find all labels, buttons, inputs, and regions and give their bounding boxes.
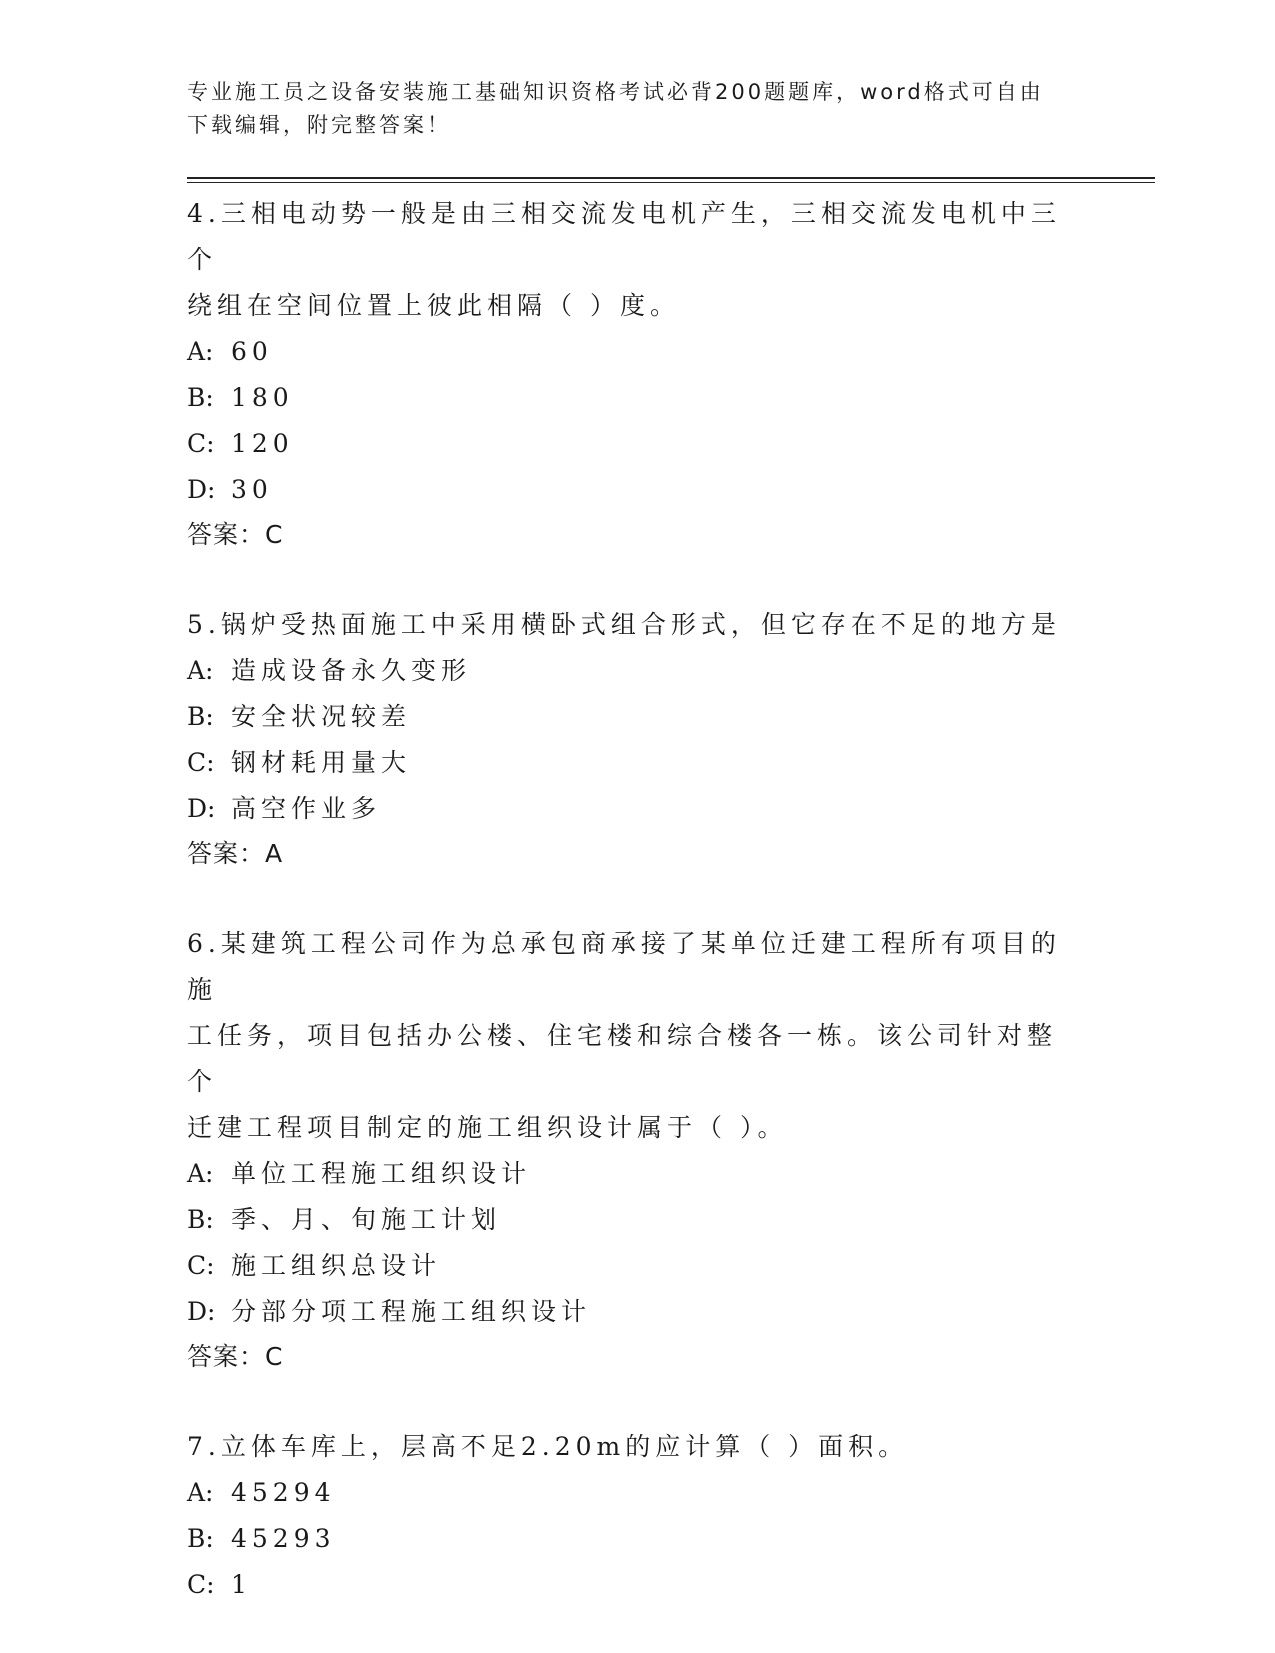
question-stem-line: 工任务，项目包括办公楼、住宅楼和综合楼各一栋。该公司针对整个 [187, 1021, 1058, 1096]
option-text: 分部分项工程施工组织设计 [231, 1297, 592, 1326]
option-letter: B: [187, 702, 214, 731]
answer-option [187, 329, 1067, 375]
answer-option [187, 1562, 1067, 1608]
option-text: 单位工程施工组织设计 [231, 1159, 532, 1188]
document-page [187, 0, 1155, 1650]
option-text: 钢材耗用量大 [231, 748, 412, 777]
answer-option [187, 786, 1067, 832]
option-text: 季、月、旬施工计划 [231, 1205, 502, 1234]
option-text: 120 [231, 429, 294, 458]
option-letter: C: [187, 429, 215, 458]
option-text: 45293 [231, 1524, 336, 1553]
answer-option [187, 1516, 1067, 1562]
option-letter: C: [187, 1251, 215, 1280]
option-text: 180 [231, 383, 294, 412]
question-block [187, 602, 1067, 876]
answer-option [187, 740, 1067, 786]
option-text: 施工组织总设计 [231, 1251, 442, 1280]
option-text: 高空作业多 [231, 794, 382, 823]
answer-option [187, 1151, 1067, 1197]
question-stem-line: 5.锅炉受热面施工中采用横卧式组合形式，但它存在不足的地方是 [187, 610, 1061, 639]
answer-key: 答案：C [187, 1342, 284, 1371]
option-text: 30 [231, 475, 273, 504]
option-letter: A: [187, 1159, 214, 1188]
option-letter: C: [187, 1570, 215, 1599]
option-text: 安全状况较差 [231, 702, 412, 731]
answer-option [187, 1289, 1067, 1335]
option-text: 1 [231, 1570, 252, 1599]
header-line-2: 下载编辑，附完整答案！ [187, 113, 451, 137]
header-rule-thin [187, 182, 1155, 183]
answer-key: 答案：A [187, 839, 284, 868]
option-letter: C: [187, 748, 215, 777]
option-text: 60 [231, 337, 273, 366]
option-text: 45294 [231, 1478, 336, 1507]
answer-option [187, 467, 1067, 513]
question-stem-line: 7.立体车库上，层高不足2.20m的应计算（ ）面积。 [187, 1432, 909, 1461]
question-stem-line: 迁建工程项目制定的施工组织设计属于（ ）。 [187, 1113, 788, 1142]
option-letter: B: [187, 1205, 214, 1234]
header-rule-thick [187, 177, 1155, 179]
option-letter: A: [187, 656, 214, 685]
answer-option [187, 1243, 1067, 1289]
question-block [187, 191, 1067, 557]
document-header [187, 76, 1067, 142]
answer-option [187, 648, 1067, 694]
answer-option [187, 421, 1067, 467]
question-block [187, 921, 1067, 1379]
answer-key: 答案：C [187, 520, 284, 549]
question-list [187, 191, 1067, 1653]
question-block [187, 1424, 1067, 1608]
answer-option [187, 694, 1067, 740]
answer-option [187, 1197, 1067, 1243]
question-stem-line: 绕组在空间位置上彼此相隔（ ）度。 [187, 291, 680, 320]
option-letter: D: [187, 1297, 216, 1326]
option-letter: D: [187, 475, 216, 504]
header-line-1: 专业施工员之设备安装施工基础知识资格考试必背200题题库，word格式可自由 [187, 80, 1044, 104]
option-letter: A: [187, 337, 214, 366]
option-letter: B: [187, 383, 214, 412]
option-letter: B: [187, 1524, 214, 1553]
option-letter: A: [187, 1478, 214, 1507]
question-stem-line: 4.三相电动势一般是由三相交流发电机产生，三相交流发电机中三个 [187, 199, 1061, 274]
answer-option [187, 375, 1067, 421]
answer-option [187, 1470, 1067, 1516]
option-text: 造成设备永久变形 [231, 656, 472, 685]
option-letter: D: [187, 794, 216, 823]
question-stem-line: 6.某建筑工程公司作为总承包商承接了某单位迁建工程所有项目的施 [187, 929, 1061, 1004]
